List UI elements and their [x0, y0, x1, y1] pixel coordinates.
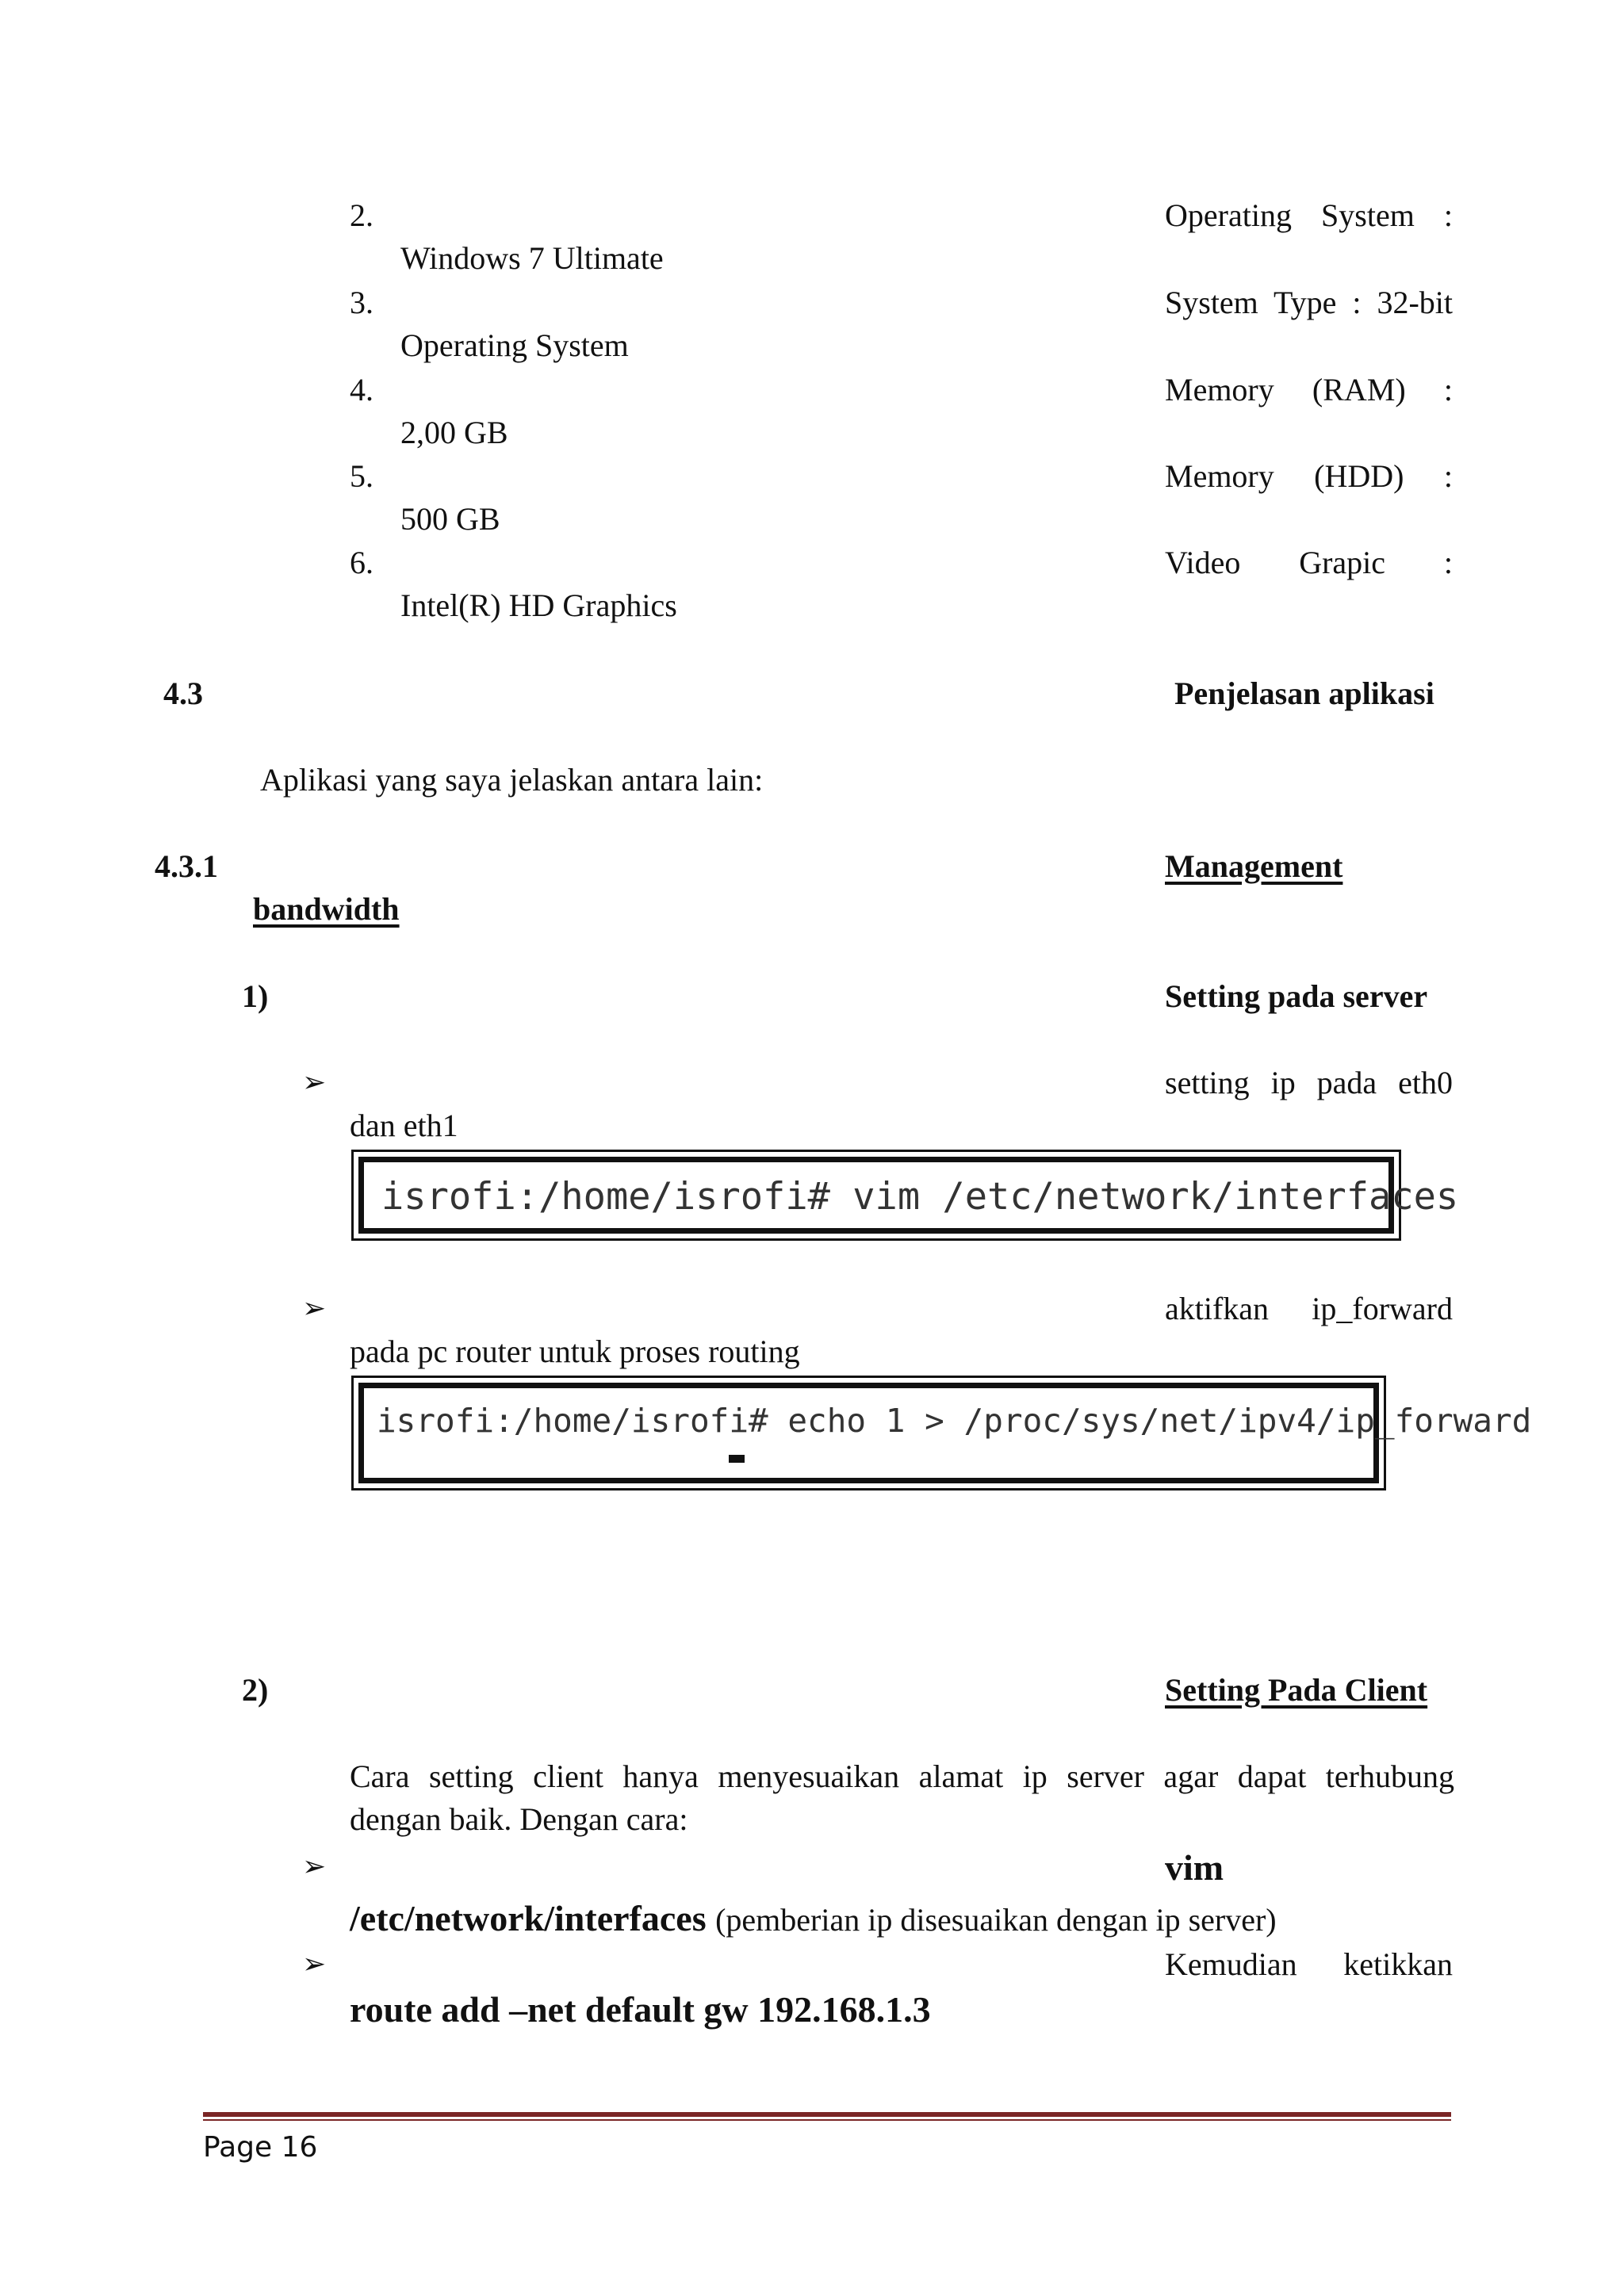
subsection-number: 4.3.1 [155, 848, 218, 884]
section-number: 4.3 [163, 675, 203, 711]
spec-label: Memory (RAM) : [1165, 372, 1453, 408]
step-number: 1) [242, 978, 269, 1014]
bullet-text-cont: dan eth1 [350, 1108, 458, 1143]
arrowhead-bullet-icon: ➢ [302, 1948, 327, 1980]
spec-value: 2,00 GB [400, 415, 508, 450]
terminal-screenshot [351, 1150, 1459, 1241]
spec-value: Intel(R) HD Graphics [400, 587, 677, 623]
footer-rule-thin [203, 2119, 1451, 2121]
spec-label: System Type : 32-bit [1165, 285, 1453, 320]
page-number: Page 16 [203, 2131, 318, 2164]
step-number: 2) [242, 1672, 269, 1708]
bullet-text: Kemudian ketikkan [1165, 1946, 1453, 1982]
terminal-screenshot [351, 1376, 1532, 1490]
section-title: Penjelasan aplikasi [1174, 675, 1434, 711]
spec-number: 4. [350, 372, 373, 408]
step-title: Setting Pada Client [1165, 1672, 1428, 1708]
bullet-text: aktifkan ip_forward [1165, 1291, 1453, 1326]
spec-label: Operating System : [1165, 197, 1453, 233]
client-route-command: route add –net default gw 192.168.1.3 [350, 1989, 931, 2030]
terminal-cursor [729, 1455, 745, 1463]
arrowhead-bullet-icon: ➢ [302, 1066, 327, 1099]
spec-label: Memory (HDD) : [1165, 458, 1453, 494]
client-command-line [350, 1896, 1277, 1942]
spec-number: 3. [350, 285, 373, 320]
spec-value: Operating System [400, 327, 629, 363]
arrowhead-bullet-icon: ➢ [302, 1850, 327, 1883]
subsection-title: Management [1165, 848, 1343, 884]
terminal-command: isrofi:/home/isrofi# echo 1 > /proc/sys/net/ipv4/ip_forward [377, 1402, 1532, 1440]
spec-number: 6. [350, 545, 373, 580]
terminal-frame [358, 1383, 1532, 1483]
spec-value: 500 GB [400, 501, 500, 537]
spec-number: 2. [350, 197, 373, 233]
client-command-note: (pemberian ip disesuaikan dengan ip server) [715, 1902, 1277, 1938]
subsection-title-cont: bandwidth [253, 891, 400, 927]
spec-number: 5. [350, 458, 373, 494]
spec-label: Video Grapic : [1165, 545, 1453, 580]
client-command: vim [1165, 1847, 1224, 1888]
spec-value: Windows 7 Ultimate [400, 240, 664, 276]
bullet-text: setting ip pada eth0 [1165, 1065, 1453, 1100]
step-title: Setting pada server [1165, 978, 1428, 1014]
paragraph-line: Cara setting client hanya menyesuaikan alamat ip server agar dapat terhubung [350, 1758, 1454, 1794]
terminal-command: isrofi:/home/isrofi# vim /etc/network/interfaces [381, 1175, 1459, 1219]
section-intro: Aplikasi yang saya jelaskan antara lain: [260, 762, 764, 798]
terminal-frame [358, 1157, 1459, 1234]
client-command-path: /etc/network/interfaces [350, 1898, 707, 1938]
bullet-text-cont: pada pc router untuk proses routing [350, 1334, 800, 1369]
arrowhead-bullet-icon: ➢ [302, 1292, 327, 1325]
paragraph-line: dengan baik. Dengan cara: [350, 1801, 688, 1837]
footer-rule [203, 2112, 1451, 2117]
